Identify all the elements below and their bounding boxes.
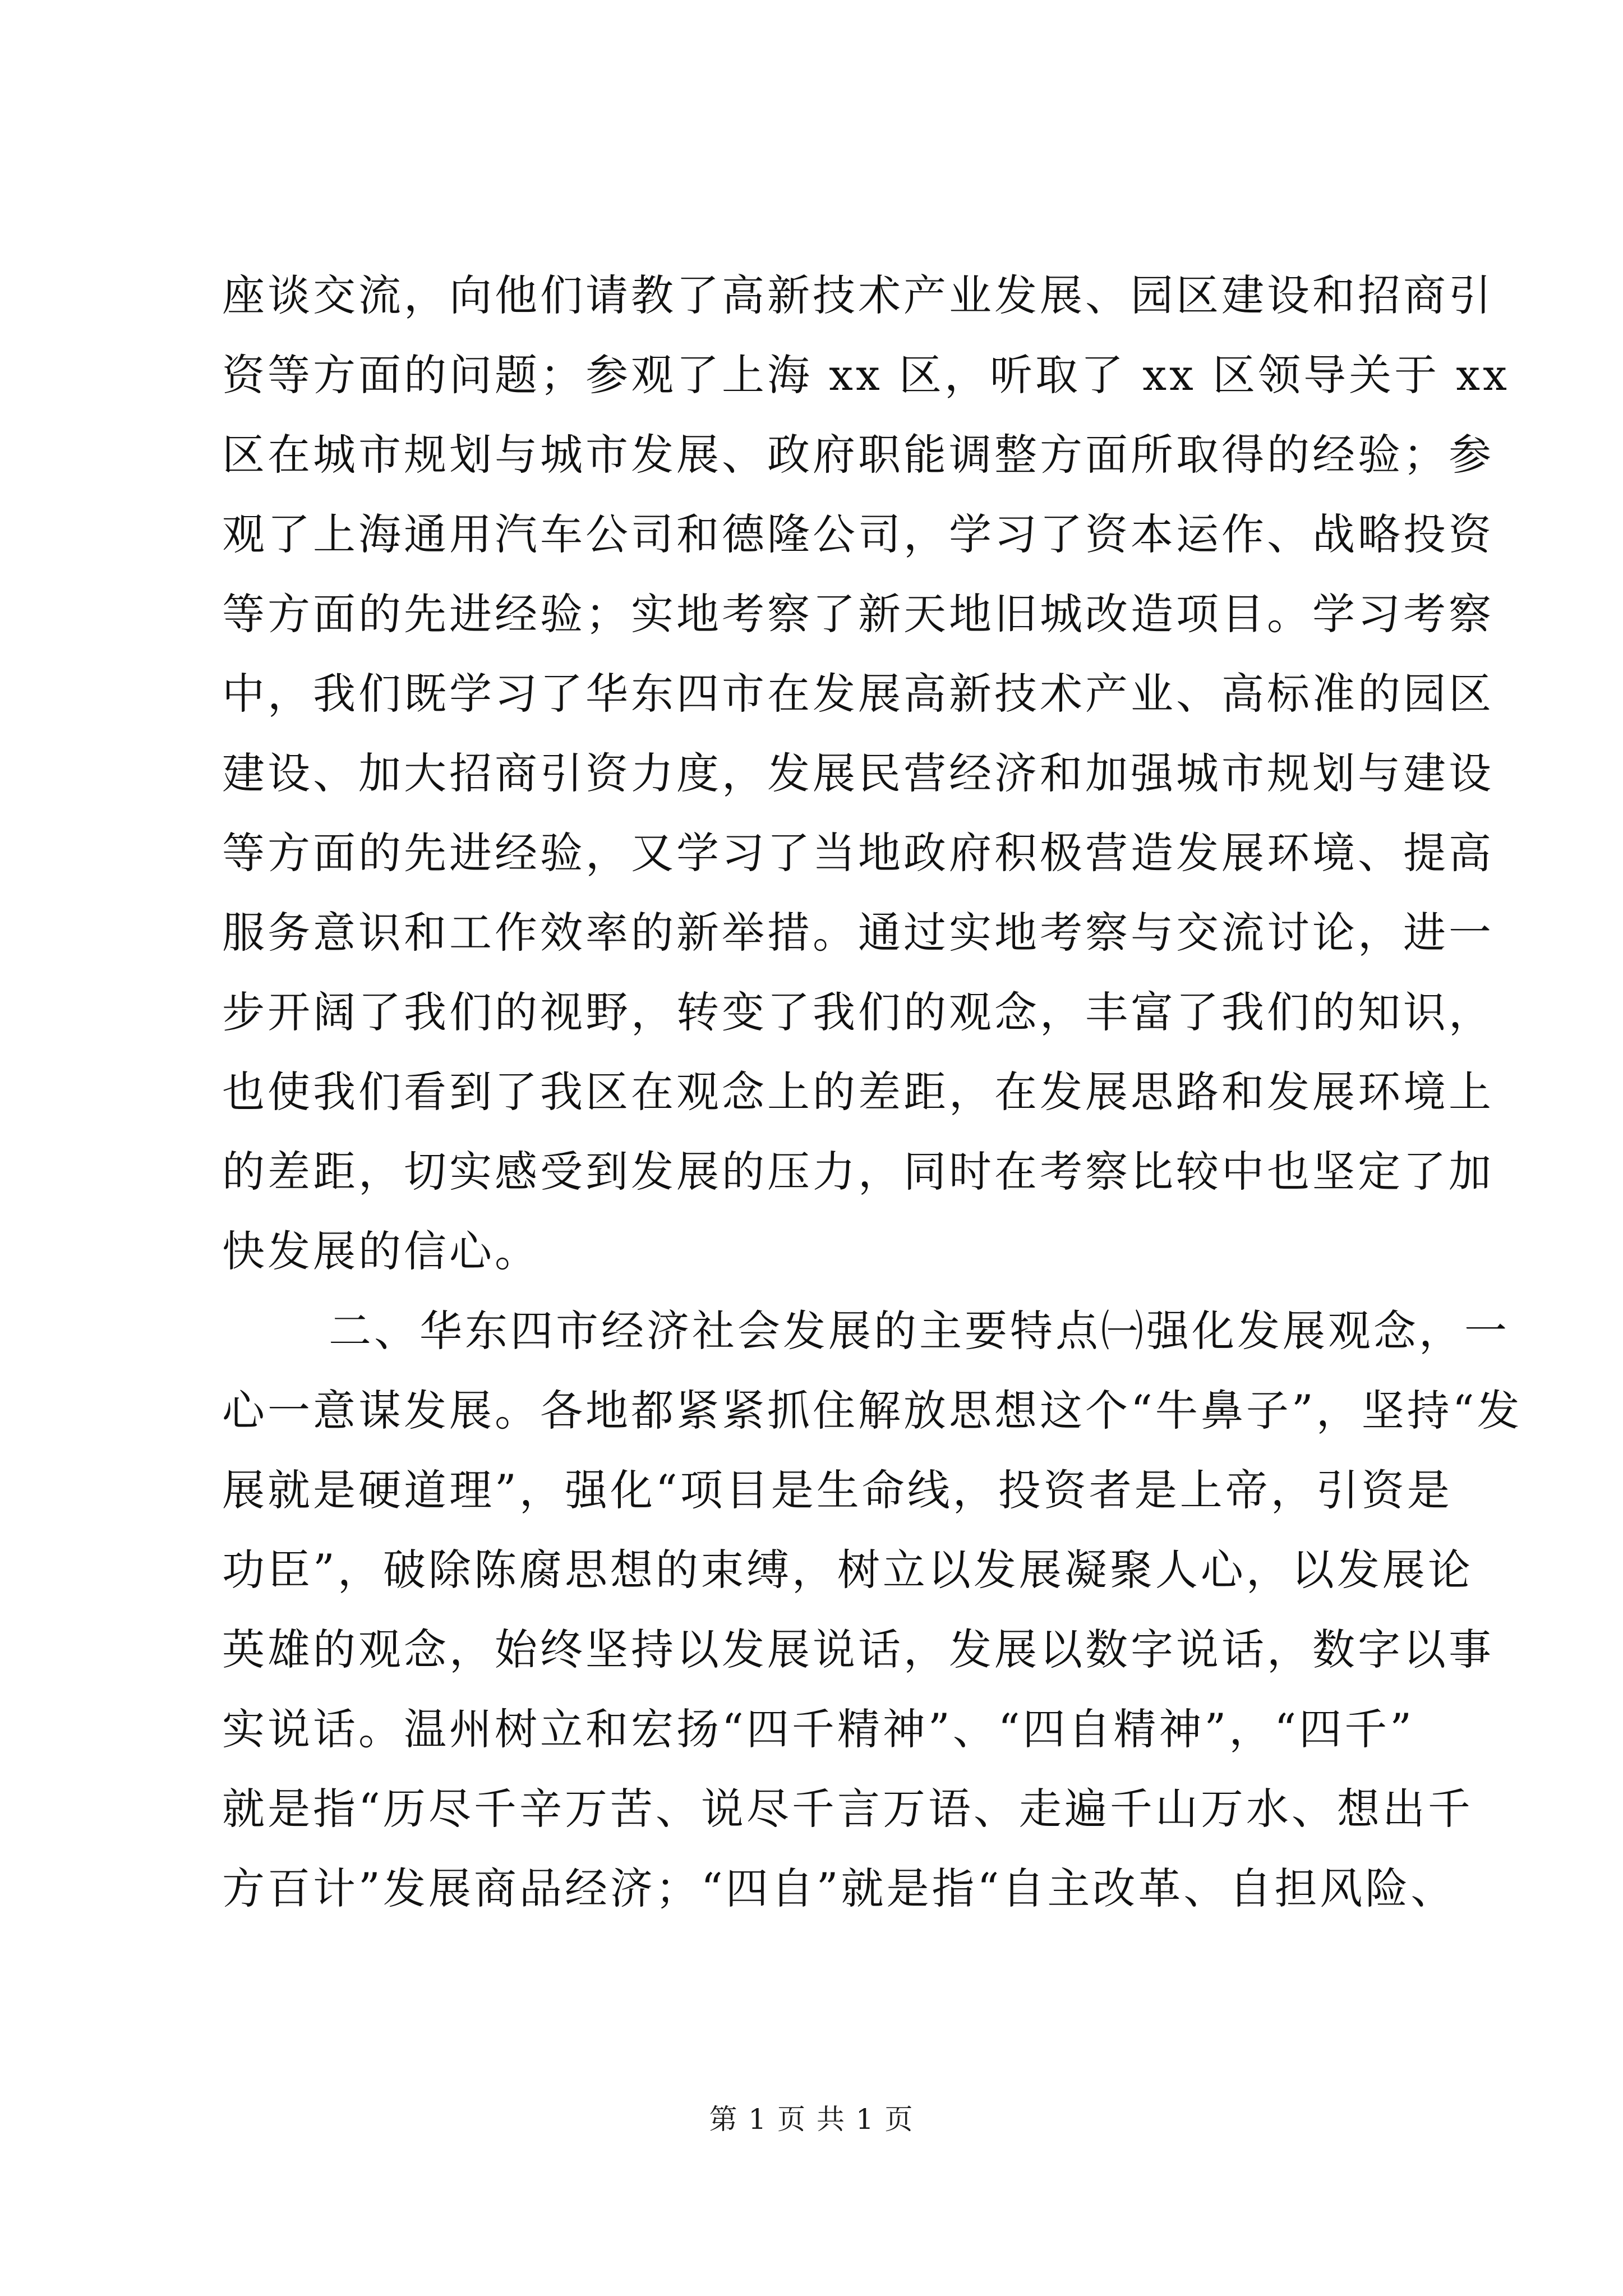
text-line: 观了上海通用汽车公司和德隆公司，学习了资本运作、战略投资 [222,509,1494,559]
text-line: 功臣”，破除陈腐思想的束缚，树立以发展凝聚人心，以发展论 [222,1545,1473,1595]
text-line: 等方面的先进经验，又学习了当地政府积极营造发展环境、提高 [222,828,1494,878]
text-line: 等方面的先进经验；实地考察了新天地旧城改造项目。学习考察 [222,589,1494,639]
text-line: 步开阔了我们的视野，转变了我们的观念，丰富了我们的知识， [222,987,1494,1037]
text-line: 座谈交流，向他们请教了高新技术产业发展、园区建设和招商引 [222,270,1494,320]
page-number-footer: 第 1 页 共 1 页 [709,2103,914,2136]
text-line: 资等方面的问题；参观了上海 xx 区，听取了 xx 区领导关于 xx [222,350,1510,400]
text-line: 建设、加大招商引资力度，发展民营经济和加强城市规划与建设 [222,748,1494,798]
body-text [222,256,1523,1929]
text-line: 服务意识和工作效率的新举措。通过实地考察与交流讨论，进一 [222,908,1494,958]
text-line: 区在城市规划与城市发展、政府职能调整方面所取得的经验；参 [222,430,1494,480]
text-line: 的差距，切实感受到发展的压力，同时在考察比较中也坚定了加 [222,1147,1494,1197]
text-line: 心一意谋发展。各地都紧紧抓住解放思想这个“牛鼻子”，坚持“发 [222,1386,1523,1435]
text-line: 就是指“历尽千辛万苦、说尽千言万语、走遍千山万水、想出千 [222,1784,1473,1834]
text-line: 方百计”发展商品经济；“四自”就是指“自主改革、自担风险、 [222,1864,1456,1913]
text-line: 快发展的信心。 [222,1226,540,1276]
text-line: 也使我们看到了我区在观念上的差距，在发展思路和发展环境上 [222,1067,1494,1117]
section-heading-line: 二、华东四市经济社会发展的主要特点㈠强化发展观念，一 [329,1306,1510,1356]
text-line: 中，我们既学习了华东四市在发展高新技术产业、高标准的园区 [222,669,1494,719]
text-line: 展就是硬道理”，强化“项目是生命线，投资者是上帝，引资是 [222,1465,1453,1515]
text-line: 英雄的观念，始终坚持以发展说话，发展以数字说话，数字以事 [222,1625,1494,1674]
text-line: 实说话。温州树立和宏扬“四千精神”、“四自精神”，“四千” [222,1704,1415,1754]
